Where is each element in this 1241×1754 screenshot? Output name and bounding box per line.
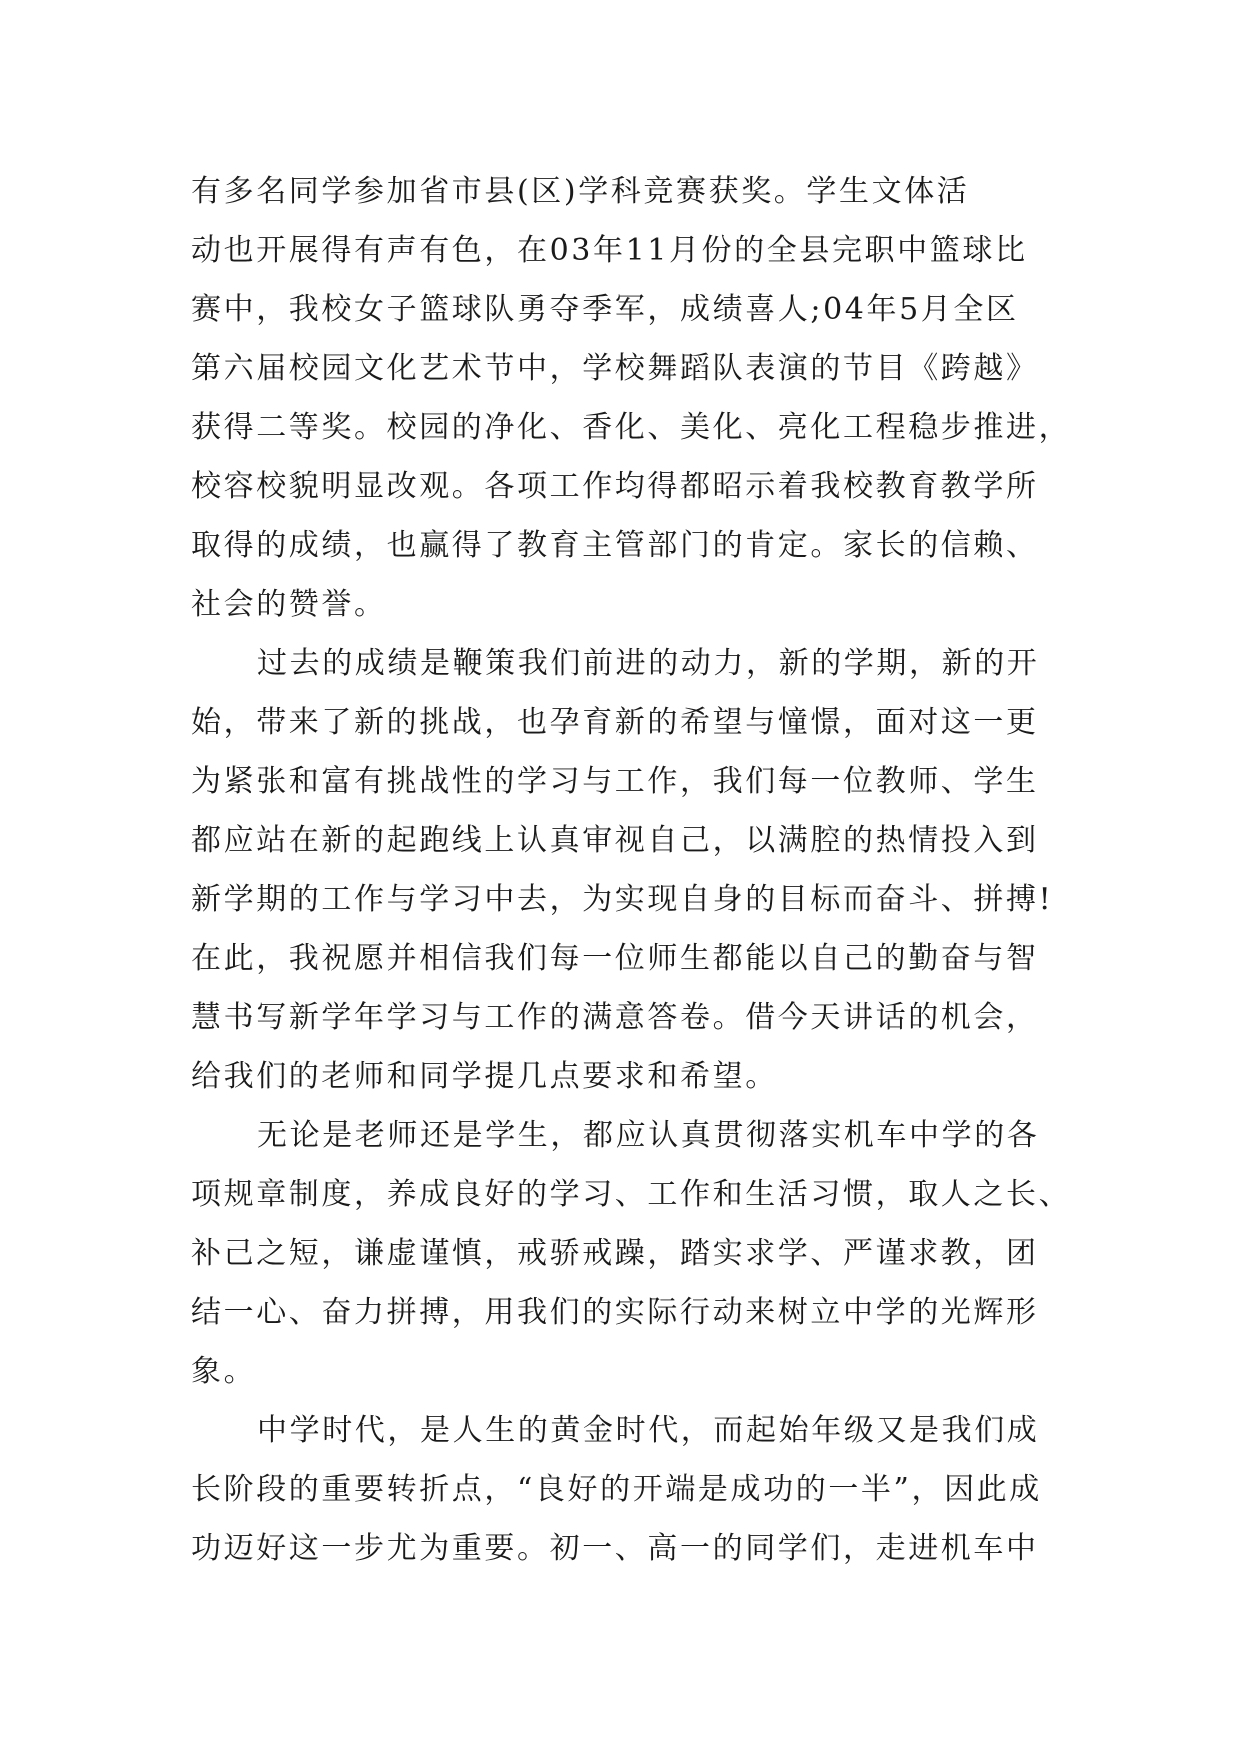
- paragraph-2-first-line: 过去的成绩是鞭策我们前进的动力，新的学期，新的开: [257, 646, 1040, 681]
- paragraph-2-line: 新学期的工作与学习中去，为实现自身的目标而奋斗、拼搏!: [191, 882, 1054, 917]
- paragraph-3-line: 结一心、奋力拼搏，用我们的实际行动来树立中学的光辉形: [191, 1295, 1039, 1330]
- paragraph-2-line: 给我们的老师和同学提几点要求和希望。: [191, 1059, 778, 1094]
- paragraph-4-first-line: 中学时代，是人生的黄金时代，而起始年级又是我们成: [257, 1413, 1040, 1448]
- paragraph-4-line: 长阶段的重要转折点，“良好的开端是成功的一半”，因此成: [191, 1472, 1042, 1507]
- paragraph-1-line: 社会的赞誉。: [191, 587, 387, 622]
- paragraph-2-line: 慧书写新学年学习与工作的满意答卷。借今天讲话的机会，: [191, 1000, 1039, 1035]
- paragraph-3-first-line: 无论是老师还是学生，都应认真贯彻落实机车中学的各: [257, 1118, 1040, 1153]
- paragraph-1-line: 有多名同学参加省市县(区)学科竞赛获奖。学生文体活: [191, 174, 970, 209]
- paragraph-1-line: 赛中，我校女子篮球队勇夺季军，成绩喜人;04年5月全区: [191, 292, 1019, 327]
- paragraph-2-line: 为紧张和富有挑战性的学习与工作，我们每一位教师、学生: [191, 764, 1039, 799]
- paragraph-3-line: 项规章制度，养成良好的学习、工作和生活习惯，取人之长、: [191, 1177, 1071, 1212]
- body-text: [191, 162, 1071, 1578]
- paragraph-2-line: 都应站在新的起跑线上认真审视自己，以满腔的热情投入到: [191, 823, 1039, 858]
- paragraph-2-line: 始，带来了新的挑战，也孕育新的希望与憧憬，面对这一更: [191, 705, 1039, 740]
- paragraph-2-line: 在此，我祝愿并相信我们每一位师生都能以自己的勤奋与智: [191, 941, 1039, 976]
- paragraph-1-line: 动也开展得有声有色，在03年11月份的全县完职中篮球比: [191, 233, 1028, 268]
- paragraph-1-line: 取得的成绩，也赢得了教育主管部门的肯定。家长的信赖、: [191, 528, 1039, 563]
- paragraph-1-line: 第六届校园文化艺术节中，学校舞蹈队表演的节目《跨越》: [191, 351, 1039, 386]
- paragraph-3-line: 补己之短，谦虚谨慎，戒骄戒躁，踏实求学、严谨求教，团: [191, 1236, 1039, 1271]
- paragraph-1-line: 获得二等奖。校园的净化、香化、美化、亮化工程稳步推进，: [191, 410, 1071, 445]
- paragraph-3-line: 象。: [191, 1354, 257, 1389]
- paragraph-4-line: 功迈好这一步尤为重要。初一、高一的同学们，走进机车中: [191, 1531, 1039, 1566]
- paragraph-1-line: 校容校貌明显改观。各项工作均得都昭示着我校教育教学所: [191, 469, 1039, 504]
